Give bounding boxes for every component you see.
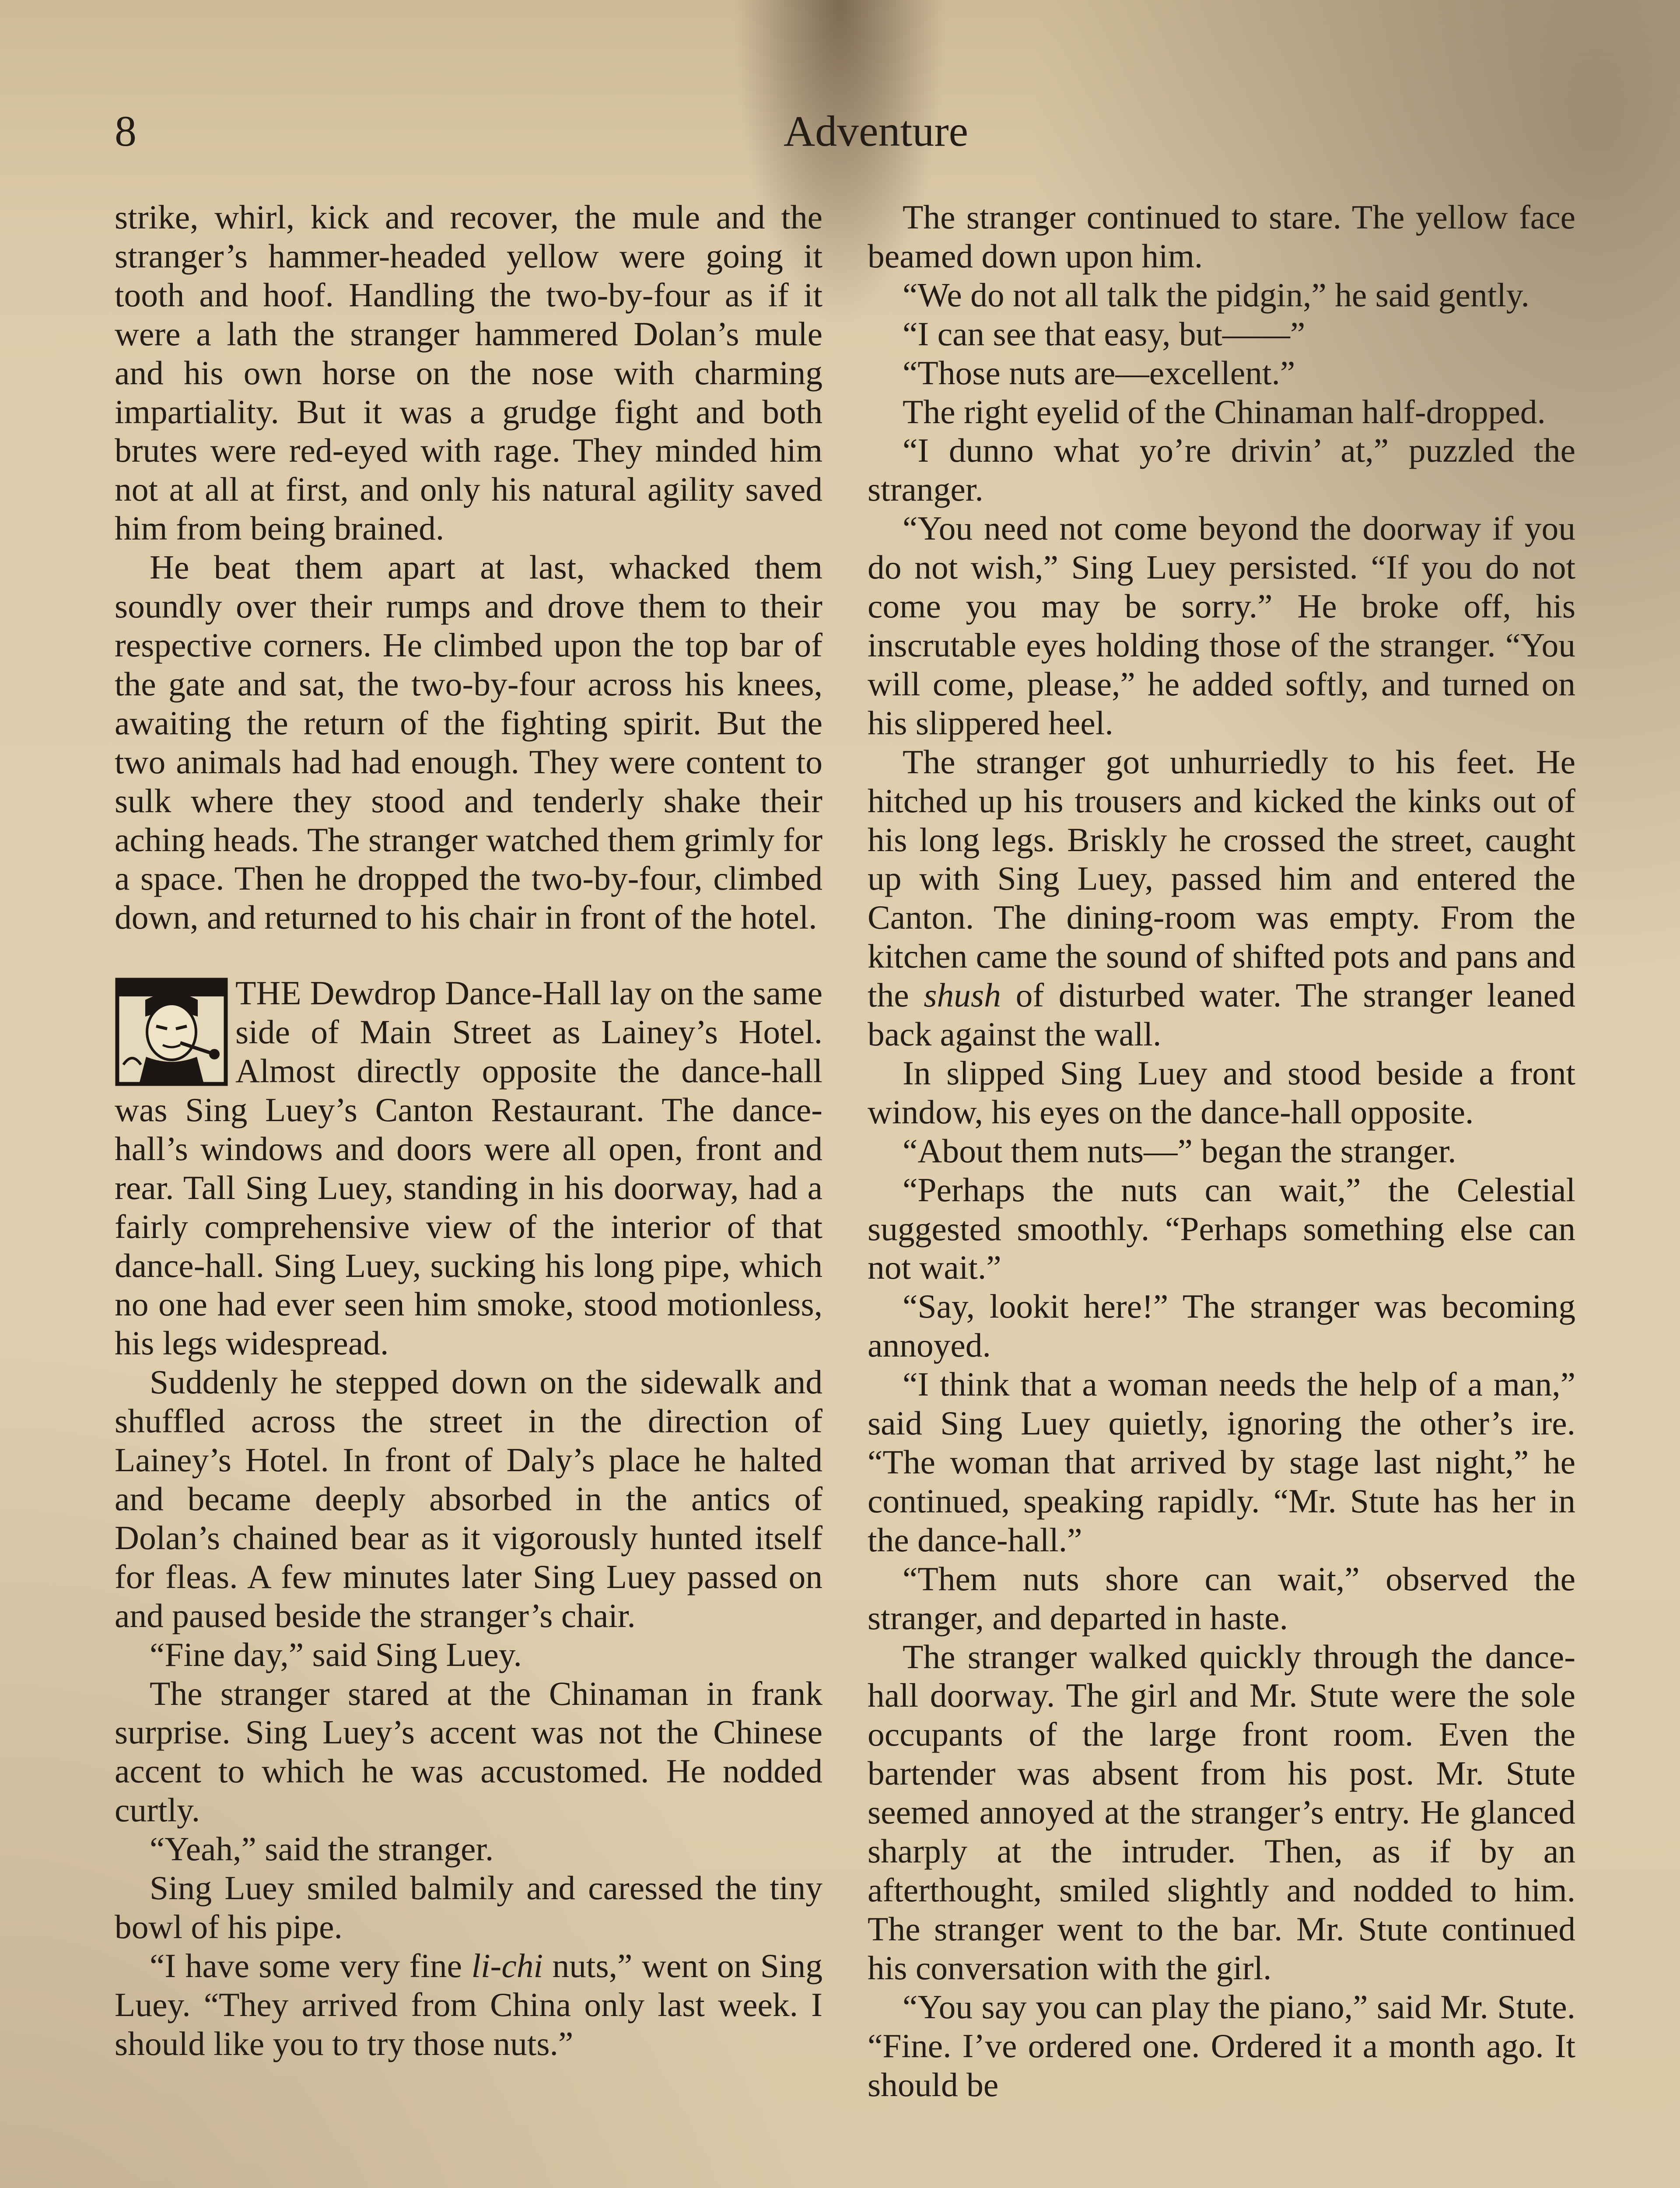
paragraph: The right eyelid of the Chinaman half-dropped. <box>903 393 1546 431</box>
paragraph: “You need not come beyond the doorway if you do not wish,” Sing Luey persisted. “If you do not come you may be sorry.” He broke off, his inscrutable eyes holding those of the stranger. “You will come, please,” he added softly, and turned on his slippered heel. <box>868 509 1575 742</box>
page-number: 8 <box>115 107 136 155</box>
right-column <box>868 198 1575 2104</box>
paragraph: Suddenly he stepped down on the sidewalk and shuffled across the street in the direction of Lainey’s Hotel. In front of Daly’s place he halted and became deeply absorbed in the antics of Dolan’s chained bear as it vigorously hunted itself for fleas. A few minutes later Sing Luey passed on and paused beside the stranger’s chair. <box>115 1363 822 1634</box>
paragraph <box>868 743 1575 1054</box>
paragraph: Sing Luey smiled balmily and caressed the tiny bowl of his pipe. <box>115 1869 822 1946</box>
text-run: The stranger got unhurriedly to his feet. He hitched up his trousers and kicked the kinks out of his long legs. Briskly he crossed the street, caught up with Sing Luey, passed him and entered the Canton. The dining-room was empty. From the kitchen came the sound of shifted pots and pans and the <box>868 743 1575 1014</box>
paragraph: The stranger continued to stare. The yellow face beamed down upon him. <box>868 198 1575 275</box>
paragraph: He beat them apart at last, whacked them soundly over their rumps and drove them to their respective corners. He climbed upon the top bar of the gate and sat, the two-by-four across his knees, awaiting the return of the fighting spirit. But the two animals had had enough. They were content to sulk where they stood and tenderly shake their aching heads. The stranger watched them grimly for a space. Then he dropped the two-by-four, climbed down, and returned to his chair in front of the hotel. <box>115 548 822 936</box>
section-opening-paragraph <box>115 974 822 1363</box>
paragraph: “You say you can play the piano,” said Mr. Stute. “Fine. I’ve ordered one. Ordered it a month ago. It should be <box>868 1988 1575 2104</box>
left-column <box>115 198 822 2063</box>
paragraph: “We do not all talk the pidgin,” he said gently. <box>903 276 1530 314</box>
paragraph: In slipped Sing Luey and stood beside a front window, his eyes on the dance-hall opposite. <box>868 1054 1575 1131</box>
paragraph: “I dunno what yo’re drivin’ at,” puzzled the stranger. <box>868 431 1575 508</box>
italic-text: shush <box>924 976 1001 1014</box>
paragraph: “Them nuts shore can wait,” observed the stranger, and departed in haste. <box>868 1560 1575 1637</box>
paragraph: strike, whirl, kick and recover, the mule and the stranger’s hammer-headed yellow were going it tooth and hoof. Handling the two-by-four as if it were a lath the stranger hammered Dolan’s mule and his own horse on the nose with charming impartiality. But it was a grudge fight and both brutes were red-eyed with rage. They minded him not at all at first, and only his natural agility saved him from being brained. <box>115 198 822 547</box>
paragraph: “Yeah,” said the stranger. <box>150 1830 494 1868</box>
paragraph-text: THE Dewdrop Dance-Hall lay on the same side of Main Street as Lainey’s Hotel. Almost directly opposite the dance-hall was Sing Luey’s Canton Restaurant. The dance-hall’s windows and doors were all open, front and rear. Tall Sing Luey, standing in his doorway, had a fairly comprehensive view of the interior of that dance-hall. Sing Luey, sucking his long pipe, which no one had ever seen him smoke, stood motionless, his legs widespread. <box>115 974 822 1362</box>
text-run: “I have some very fine <box>150 1946 472 1985</box>
paragraph: The stranger stared at the Chinaman in frank surprise. Sing Luey’s accent was not the Chinese accent to which he was accustomed. He nodded curtly. <box>115 1674 822 1829</box>
magazine-title: Adventure <box>783 107 969 155</box>
paragraph: “About them nuts—” began the stranger. <box>903 1132 1456 1170</box>
paragraph <box>115 1946 822 2063</box>
paragraph: “Fine day,” said Sing Luey. <box>150 1635 522 1673</box>
paragraph: The stranger walked quickly through the dance-hall doorway. The girl and Mr. Stute were the sole occupants of the large front room. Even the bartender was absent from his post. Mr. Stute seemed annoyed at the stranger’s entry. He glanced sharply at the intruder. Then, as if by an afterthought, smiled slightly and nodded to him. The stranger went to the bar. Mr. Stute continued his conversation with the girl. <box>868 1637 1575 1987</box>
chinaman-portrait-icon <box>115 977 228 1087</box>
paragraph: “Those nuts are—excellent.” <box>903 354 1295 392</box>
paragraph: “Say, lookit here!” The stranger was becoming annoyed. <box>868 1287 1575 1364</box>
paragraph: “Perhaps the nuts can wait,” the Celestial suggested smoothly. “Perhaps something else can not wait.” <box>868 1171 1575 1287</box>
text-run: nuts,” went on Sing Luey. “They arrived from China only last week. I should like you to try those nuts.” <box>115 1946 822 2062</box>
paragraph: “I can see that easy, but——” <box>903 315 1306 353</box>
paragraph: “I think that a woman needs the help of a man,” said Sing Luey quietly, ignoring the other’s ire. “The woman that arrived by stage last night,” he continued, speaking rapidly. “Mr. Stute has her in the dance-hall.” <box>868 1365 1575 1559</box>
text-run: of disturbed water. The stranger leaned back against the wall. <box>868 976 1575 1053</box>
page-header <box>115 96 1580 166</box>
italic-text: li-chi <box>471 1946 543 1985</box>
